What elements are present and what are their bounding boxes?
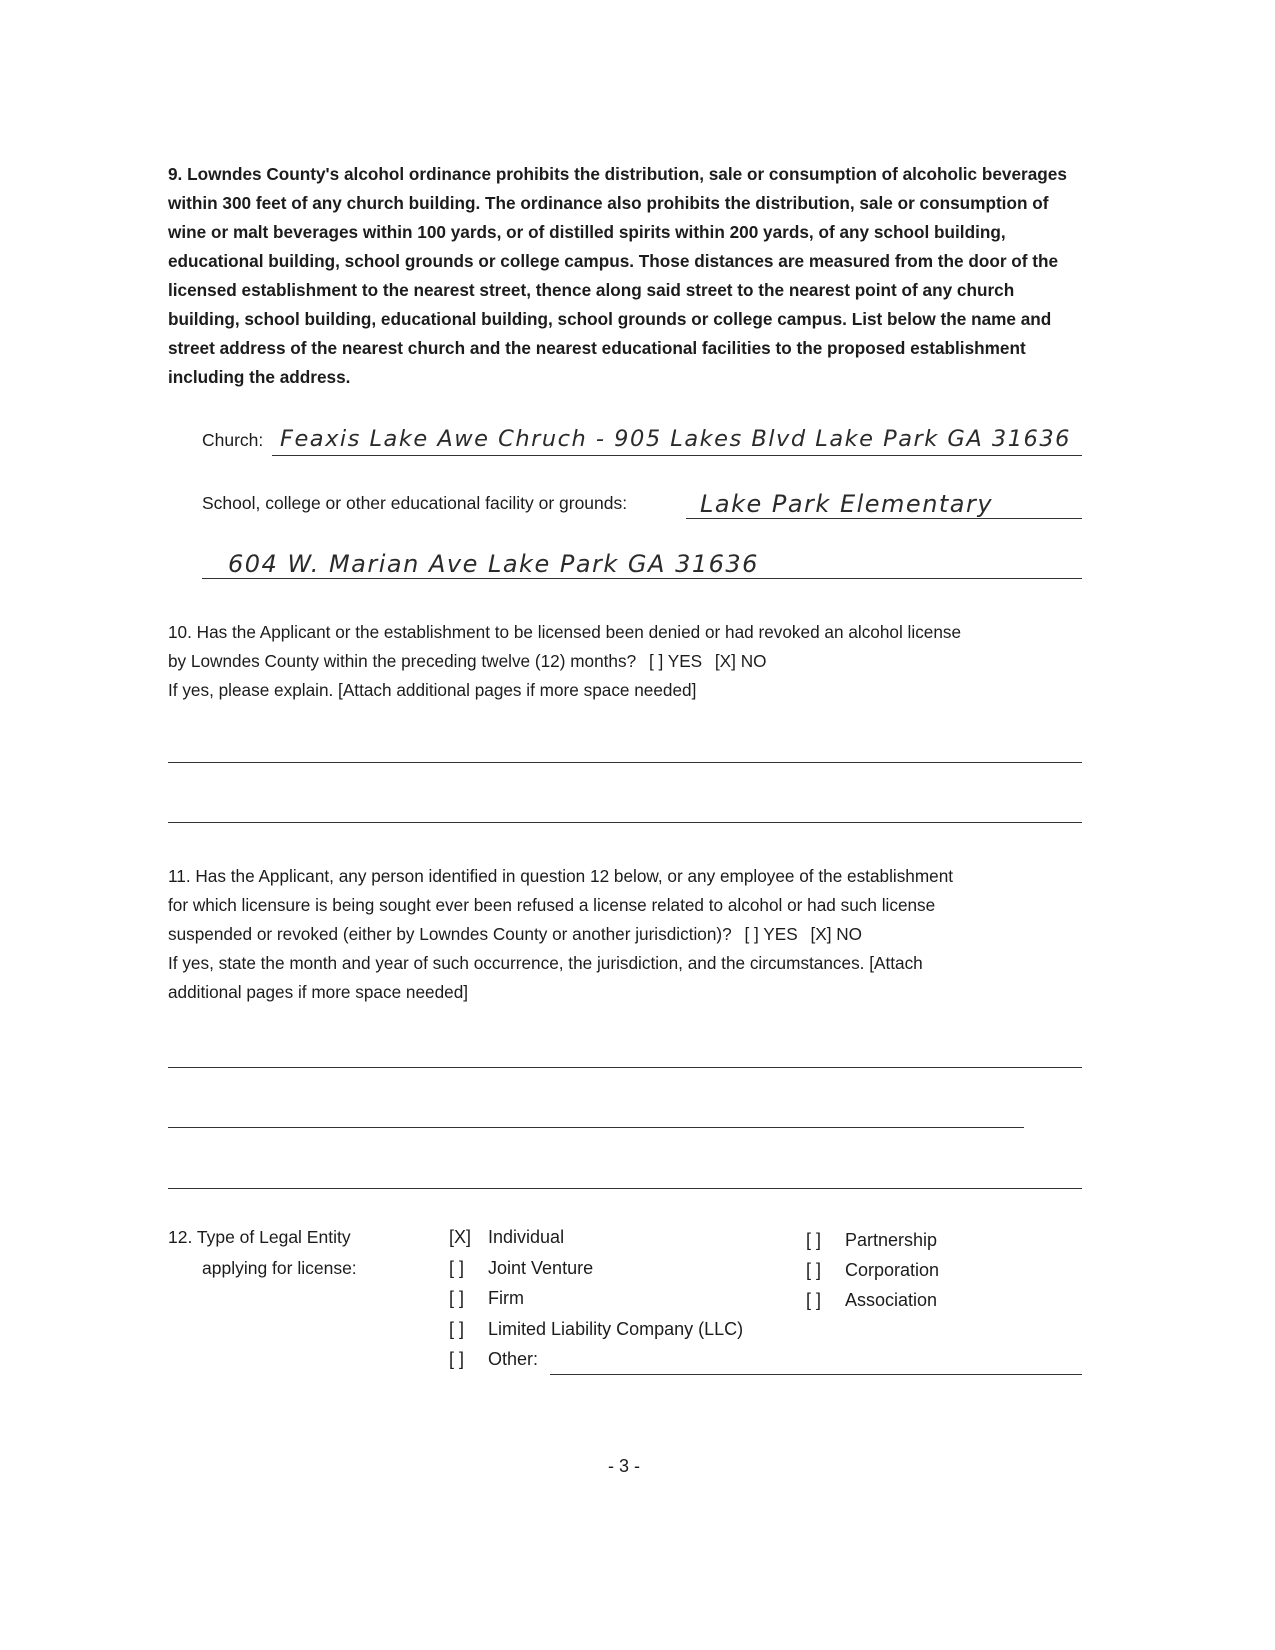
question-11-no-checkbox[interactable]: [X] NO <box>810 924 863 944</box>
entity-option-firm[interactable] <box>449 1288 524 1309</box>
church-line <box>272 455 1082 456</box>
entity-option-individual-box[interactable]: [X] <box>449 1227 472 1247</box>
school-label: School, college or other educational facility or grounds: <box>202 493 628 513</box>
school-line <box>686 518 1082 519</box>
entity-option-other-label: Other: <box>488 1349 539 1369</box>
q11-answer-line-3[interactable] <box>168 1188 1082 1189</box>
entity-option-corporation-label: Corporation <box>845 1260 940 1280</box>
question-10-no-checkbox[interactable]: [X] NO <box>714 651 767 671</box>
question-9-text: 9. Lowndes County's alcohol ordinance prohibits the distribution, sale or consumption of alcoholic beverages within 300 feet of any church building. The ordinance also prohibits the distribution, sale or consumption of wine or malt beverages within 100 yards, or of distilled spirits within 200 yards, of any school building, educational building, school grounds or college campus. Those distances are measured from the door of the licensed establishment to the nearest street, thence along said street to the nearest point of any church building, school building, educational building, school grounds or college campus. List below the name and street address of the nearest church and the nearest educational facilities to the proposed establishment including the address. <box>168 164 1067 387</box>
school-address-value[interactable]: 604 W. Marian Ave Lake Park GA 31636 <box>228 550 759 578</box>
question-11-line4: If yes, state the month and year of such occurrence, the jurisdiction, and the circumstances. [Attach <box>168 953 923 973</box>
question-11-line3-text: suspended or revoked (either by Lowndes County or another jurisdiction)? <box>168 924 732 944</box>
entity-option-association-label: Association <box>845 1290 938 1310</box>
question-12-label <box>168 1222 357 1284</box>
entity-option-other[interactable] <box>449 1349 538 1370</box>
church-label: Church: <box>202 430 264 450</box>
question-10-line2 <box>168 647 1088 676</box>
school-address-line <box>202 578 1082 579</box>
question-12-label-line1: 12. Type of Legal Entity <box>168 1227 351 1247</box>
question-11-line1: 11. Has the Applicant, any person identified in question 12 below, or any employee of the establishment <box>168 866 954 886</box>
question-10-line3: If yes, please explain. [Attach additional pages if more space needed] <box>168 680 697 700</box>
question-11 <box>168 862 1088 1007</box>
question-11-line2: for which licensure is being sought ever been refused a license related to alcohol or had such license <box>168 895 936 915</box>
entity-option-other-box[interactable]: [ ] <box>449 1349 465 1369</box>
question-10-line1: 10. Has the Applicant or the establishment to be licensed been denied or had revoked an alcohol license <box>168 622 962 642</box>
entity-option-partnership-box[interactable]: [ ] <box>806 1230 822 1250</box>
question-11-yes-checkbox[interactable]: [ ] YES <box>744 924 798 944</box>
entity-option-llc[interactable] <box>449 1319 743 1340</box>
entity-option-association-box[interactable]: [ ] <box>806 1290 822 1310</box>
entity-option-joint-venture-label: Joint Venture <box>488 1258 594 1278</box>
q11-answer-line-1[interactable] <box>168 1067 1082 1068</box>
entity-option-llc-box[interactable]: [ ] <box>449 1319 465 1339</box>
entity-option-individual-label: Individual <box>488 1227 565 1247</box>
entity-option-firm-box[interactable]: [ ] <box>449 1288 465 1308</box>
entity-option-partnership-label: Partnership <box>845 1230 938 1250</box>
church-value[interactable]: Feaxis Lake Awe Chruch - 905 Lakes Blvd Lake Park GA 31636 <box>280 426 1071 452</box>
entity-option-association[interactable] <box>806 1290 937 1311</box>
entity-option-joint-venture-box[interactable]: [ ] <box>449 1258 465 1278</box>
question-10-yes-checkbox[interactable]: [ ] YES <box>648 651 703 671</box>
q10-answer-line-2[interactable] <box>168 822 1082 823</box>
entity-option-corporation[interactable] <box>806 1260 939 1281</box>
question-11-line3 <box>168 920 1088 949</box>
other-entity-line[interactable] <box>550 1374 1082 1375</box>
question-10 <box>168 618 1088 705</box>
entity-option-partnership[interactable] <box>806 1230 937 1251</box>
page-number: - 3 - <box>607 1456 640 1476</box>
entity-option-corporation-box[interactable]: [ ] <box>806 1260 822 1280</box>
question-11-line5: additional pages if more space needed] <box>168 982 469 1002</box>
question-10-line2-text: by Lowndes County within the preceding twelve (12) months? <box>168 651 637 671</box>
entity-option-firm-label: Firm <box>488 1288 524 1308</box>
question-12-label-line2: applying for license: <box>202 1258 357 1278</box>
entity-option-joint-venture[interactable] <box>449 1258 593 1279</box>
entity-option-llc-label: Limited Liability Company (LLC) <box>488 1319 744 1339</box>
q11-answer-line-2[interactable] <box>168 1127 1024 1128</box>
entity-option-individual[interactable] <box>449 1227 564 1248</box>
q10-answer-line-1[interactable] <box>168 762 1082 763</box>
school-value[interactable]: Lake Park Elementary <box>700 490 994 518</box>
